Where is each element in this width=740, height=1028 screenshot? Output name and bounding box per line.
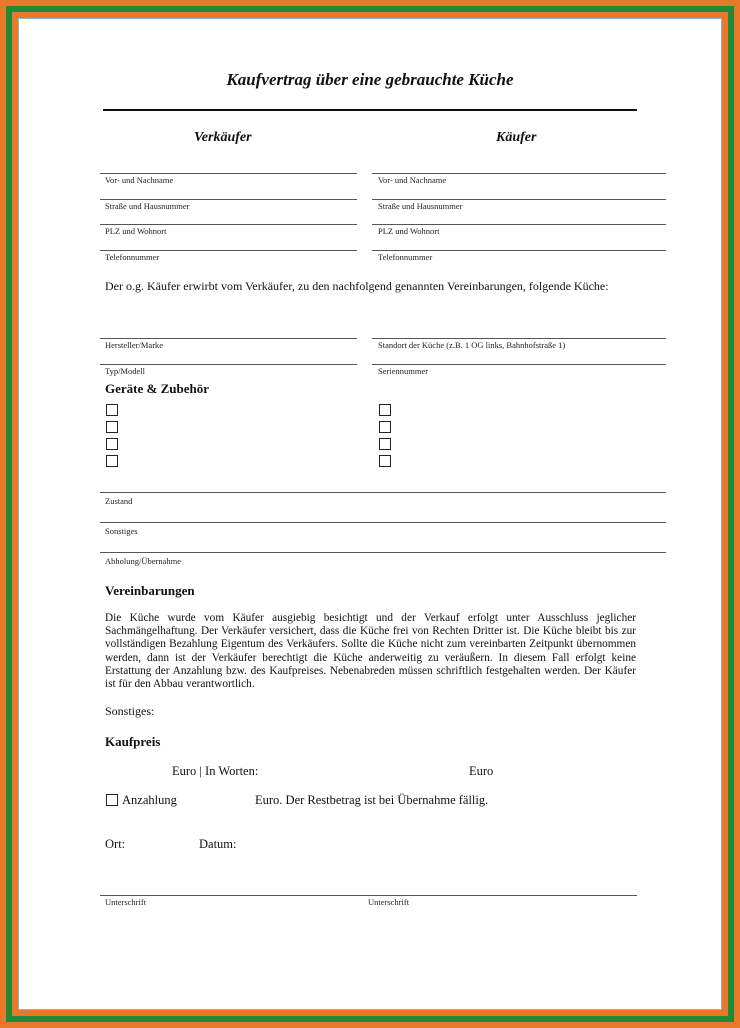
pickup-line[interactable] [100, 552, 666, 553]
buyer-name-label: Vor- und Nachname [378, 175, 447, 185]
equipment-checkbox-left-3[interactable] [106, 438, 118, 450]
serial-line[interactable] [372, 364, 666, 365]
title-rule [103, 109, 637, 111]
condition-label: Zustand [105, 496, 133, 506]
price-euro-label: Euro [469, 764, 494, 778]
buyer-city-label: PLZ und Wohnort [378, 226, 440, 236]
buyer-phone-line[interactable] [372, 250, 666, 251]
price-heading: Kaufpreis [105, 734, 161, 749]
manufacturer-line[interactable] [100, 338, 357, 339]
price-in-words-label: Euro | In Worten: [172, 764, 259, 778]
equipment-checkbox-right-3[interactable] [379, 438, 391, 450]
seller-heading: Verkäufer [194, 130, 252, 145]
document-page [18, 18, 722, 1010]
model-line[interactable] [100, 364, 357, 365]
equipment-checkbox-right-2[interactable] [379, 421, 391, 433]
seller-phone-label: Telefonnummer [105, 252, 160, 262]
deposit-checkbox[interactable] [106, 794, 118, 806]
signature-right-label: Unterschrift [368, 897, 410, 907]
seller-street-label: Straße und Hausnummer [105, 201, 190, 211]
manufacturer-label: Hersteller/Marke [105, 340, 164, 350]
signature-line[interactable] [100, 895, 637, 896]
model-label: Typ/Modell [105, 366, 146, 376]
seller-name-label: Vor- und Nachname [105, 175, 174, 185]
seller-name-line[interactable] [100, 173, 357, 174]
equipment-checkbox-right-4[interactable] [379, 455, 391, 467]
buyer-street-label: Straße und Hausnummer [378, 201, 463, 211]
equipment-checkbox-left-1[interactable] [106, 404, 118, 416]
buyer-name-line[interactable] [372, 173, 666, 174]
seller-city-line[interactable] [100, 224, 357, 225]
intro-text: Der o.g. Käufer erwirbt vom Verkäufer, zu den nachfolgend genannten Vereinbarungen, folgende Küche: [105, 279, 609, 293]
agreements-heading: Vereinbarungen [105, 583, 195, 598]
buyer-street-line[interactable] [372, 199, 666, 200]
other-notes-label: Sonstiges: [105, 704, 155, 718]
deposit-label: Anzahlung [122, 793, 177, 807]
signature-left-label: Unterschrift [105, 897, 147, 907]
equipment-checkbox-left-4[interactable] [106, 455, 118, 467]
condition-line[interactable] [100, 492, 666, 493]
document-title: Kaufvertrag über eine gebrauchte Küche [226, 70, 514, 89]
buyer-city-line[interactable] [372, 224, 666, 225]
seller-phone-line[interactable] [100, 250, 357, 251]
equipment-heading: Geräte & Zubehör [105, 381, 209, 396]
pickup-label: Abholung/Übernahme [105, 556, 182, 566]
deposit-text: Euro. Der Restbetrag ist bei Übernahme fällig. [255, 793, 489, 807]
seller-street-line[interactable] [100, 199, 357, 200]
equipment-checkbox-left-2[interactable] [106, 421, 118, 433]
buyer-heading: Käufer [496, 130, 537, 145]
location-line[interactable] [372, 338, 666, 339]
buyer-phone-label: Telefonnummer [378, 252, 433, 262]
agreements-paragraph: Die Küche wurde vom Käufer ausgiebig besichtigt und der Verkauf erfolgt unter Ausschluss jeglicher Sachmängelhaftung. Der Verkäufer versichert, dass die Küche frei von Rechten Dritter ist. Die Küche bleibt bis zur vollständigen Bezahlung Eigentum des Verkäufers. Sollte die Küche nicht zum vereinbarten Zeitpunkt übernommen werden, dann ist der Verkäufer berechtigt die Küche anderweitig zu veräußern. In diesem Fall erfolgt keine Erstattung der Anzahlung bzw. des Kaufpreises. Nebenabreden müssen schriftlich festgehalten werden. Der Käufer ist für den Abbau verantwortlich. [105, 612, 636, 691]
seller-city-label: PLZ und Wohnort [105, 226, 167, 236]
place-label: Ort: [105, 837, 126, 851]
equipment-checkbox-right-1[interactable] [379, 404, 391, 416]
location-label: Standort der Küche (z.B. 1 OG links, Bahnhofstraße 1) [378, 340, 566, 350]
date-label: Datum: [199, 837, 237, 851]
other-line[interactable] [100, 522, 666, 523]
other-label: Sonstiges [105, 526, 138, 536]
serial-label: Seriennummer [378, 366, 429, 376]
